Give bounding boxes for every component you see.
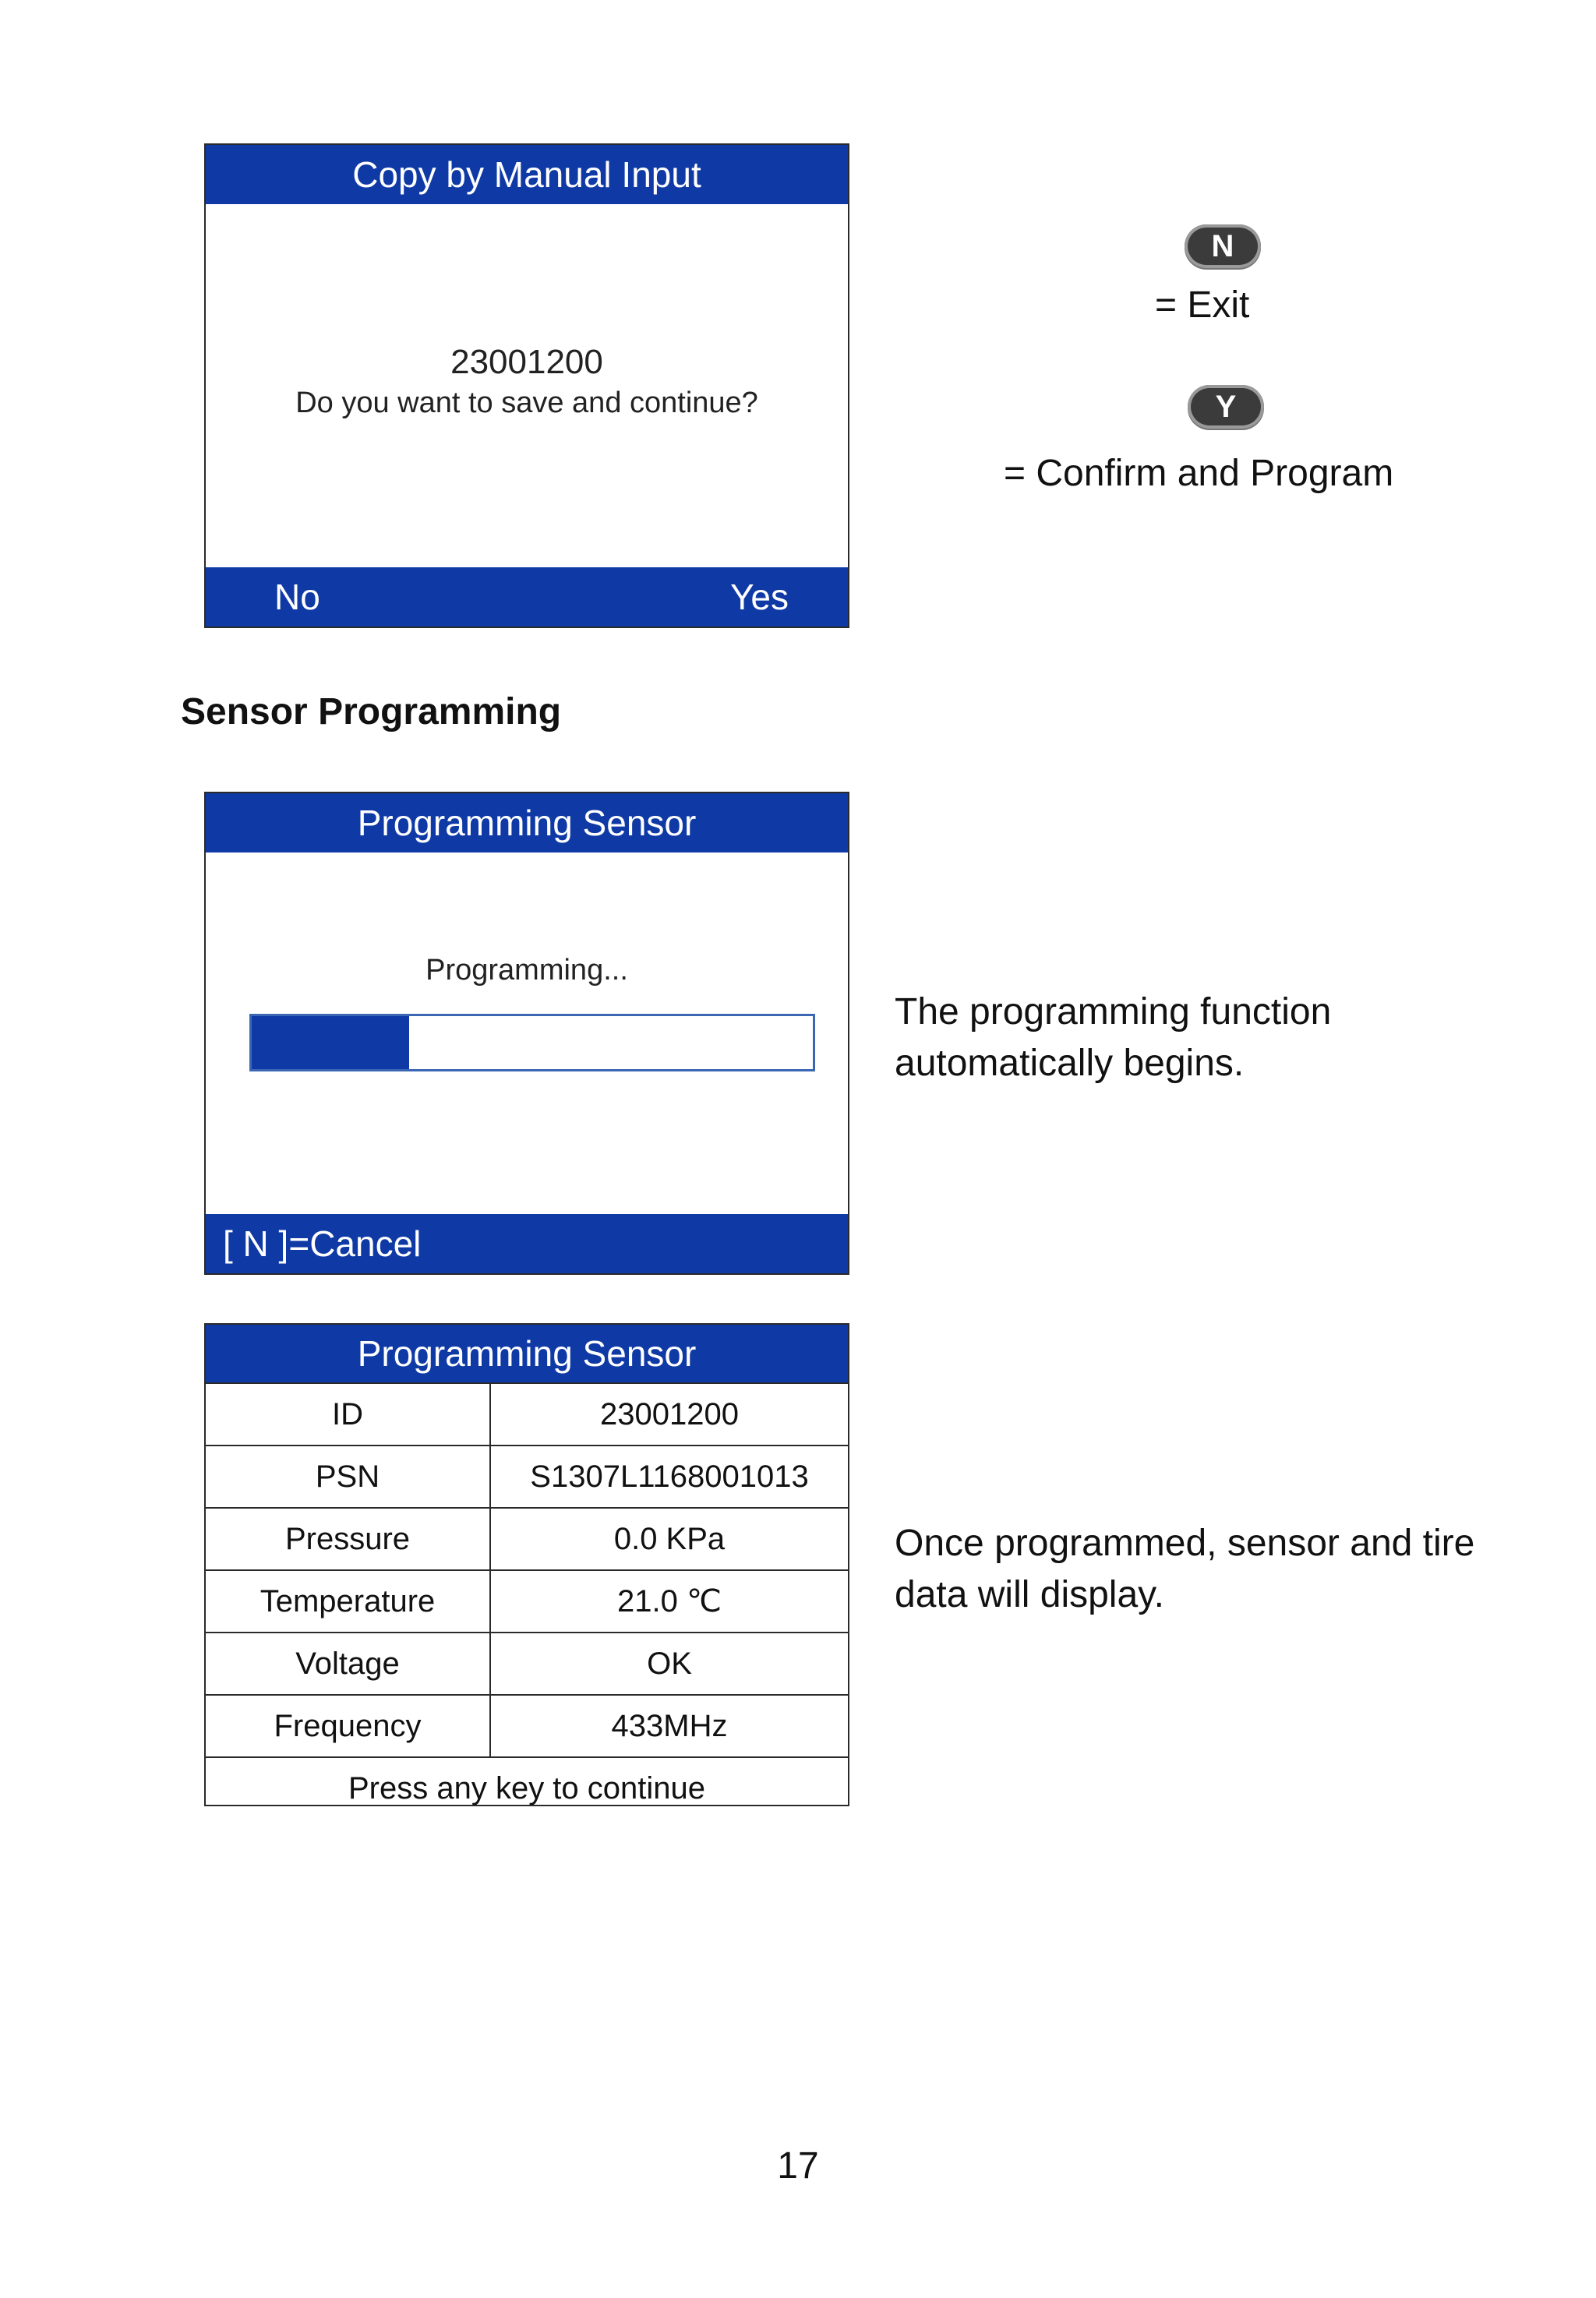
screen-footer xyxy=(206,1214,848,1273)
y-key-icon: Y xyxy=(1188,385,1264,429)
progress-bar-fill xyxy=(252,1016,409,1069)
row-value: 23001200 xyxy=(490,1383,848,1446)
cancel-button[interactable]: [ N ]=Cancel xyxy=(223,1223,422,1264)
row-value: OK xyxy=(490,1633,848,1695)
screen-title: Programming Sensor xyxy=(206,1325,848,1382)
row-value: 0.0 KPa xyxy=(490,1508,848,1570)
copy-manual-input-screen xyxy=(204,143,849,628)
exit-legend-text: = Exit xyxy=(1155,284,1250,326)
press-any-key-text: Press any key to continue xyxy=(206,1757,848,1806)
programming-sensor-screen xyxy=(204,792,849,1275)
programming-status-text: Programming... xyxy=(425,954,628,987)
row-label: Frequency xyxy=(206,1695,490,1757)
programming-description: The programming function automatically begins. xyxy=(895,991,1332,1084)
screen-title: Copy by Manual Input xyxy=(206,145,848,204)
yes-button[interactable]: Yes xyxy=(729,577,789,617)
table-row xyxy=(206,1695,848,1757)
row-value: S1307L1168001013 xyxy=(490,1446,848,1508)
save-question-text: Do you want to save and continue? xyxy=(295,387,758,419)
screen-title: Programming Sensor xyxy=(206,793,848,852)
row-value: 433MHz xyxy=(490,1695,848,1757)
table-row xyxy=(206,1633,848,1695)
row-label: Pressure xyxy=(206,1508,490,1570)
sensor-result-screen xyxy=(204,1323,849,1806)
table-row xyxy=(206,1508,848,1570)
n-key-icon: N xyxy=(1185,224,1261,268)
table-row xyxy=(206,1570,848,1633)
sensor-data-table xyxy=(206,1382,848,1806)
confirm-legend-text: = Confirm and Program xyxy=(1004,453,1394,494)
table-footer-row xyxy=(206,1757,848,1806)
row-label: Voltage xyxy=(206,1633,490,1695)
row-label: PSN xyxy=(206,1446,490,1508)
progress-bar xyxy=(249,1014,815,1071)
table-row xyxy=(206,1383,848,1446)
no-button[interactable]: No xyxy=(274,577,320,617)
row-label: ID xyxy=(206,1383,490,1446)
table-row xyxy=(206,1446,848,1508)
sensor-id-text: 23001200 xyxy=(450,343,603,381)
row-label: Temperature xyxy=(206,1570,490,1633)
page-number: 17 xyxy=(777,2145,819,2187)
section-heading: Sensor Programming xyxy=(181,691,562,732)
row-value: 21.0 ℃ xyxy=(490,1570,848,1633)
screen-footer xyxy=(206,567,848,627)
result-description: Once programmed, sensor and tire data will display. xyxy=(895,1523,1475,1615)
